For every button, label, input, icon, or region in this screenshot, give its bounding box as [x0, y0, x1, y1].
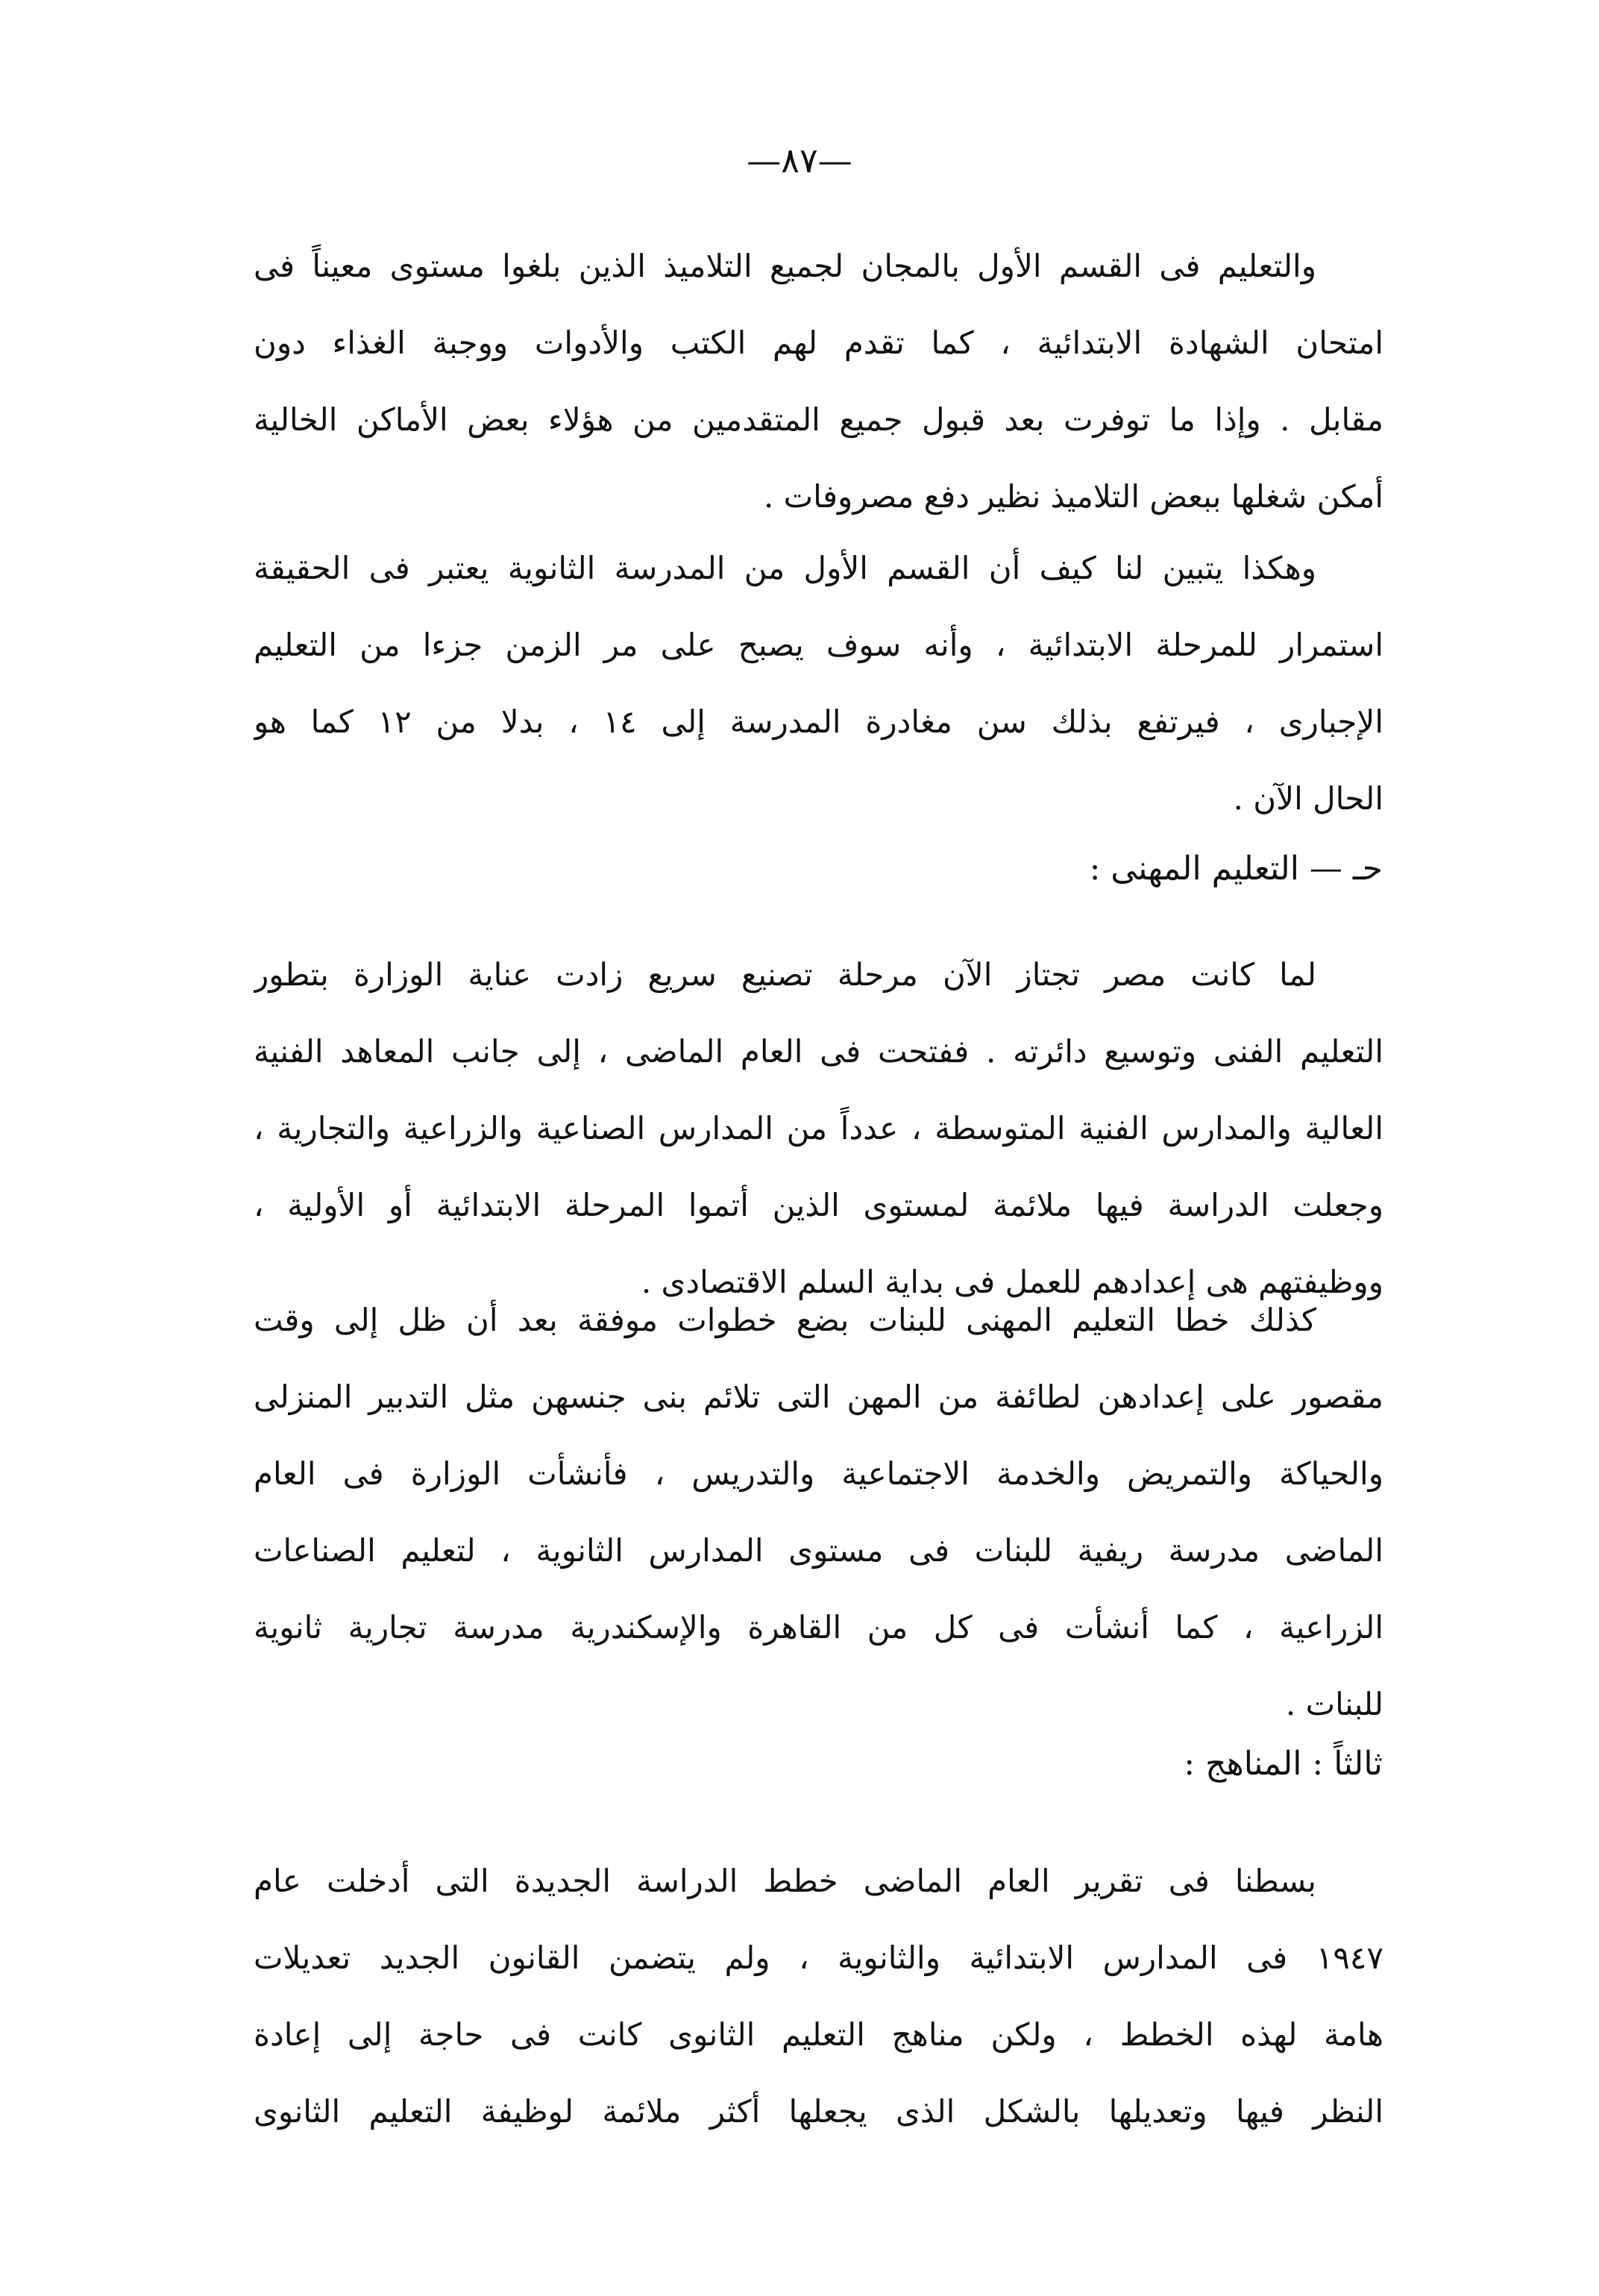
- heading-vocational-education: حـ — التعليم المهنى :: [1089, 850, 1383, 888]
- page-number: —٨٧—: [747, 140, 852, 181]
- text-line: والتعليم فى القسم الأول بالمجان لجميع التلاميذ الذين بلغوا مستوى معيناً فى: [254, 248, 1316, 284]
- text-line: العالية والمدارس الفنية المتوسطة ، عدداً من المدارس الصناعية والزراعية والتجارية ،: [254, 1110, 1383, 1147]
- text-line: مقابل . وإذا ما توفرت بعد قبول جميع المتقدمين من هؤلاء بعض الأماكن الخالية: [254, 401, 1383, 438]
- text-line: النظر فيها وتعديلها بالشكل الذى يجعلها أكثر ملائمة لوظيفة التعليم الثانوى: [254, 2093, 1383, 2130]
- text-line: امتحان الشهادة الابتدائية ، كما تقدم لهم الكتب والأدوات ووجبة الغذاء دون: [254, 324, 1383, 361]
- text-line: لما كانت مصر تجتاز الآن مرحلة تصنيع سريع زادت عناية الوزارة بتطور: [254, 956, 1316, 993]
- text-line: أمكن شغلها ببعض التلاميذ نظير دفع مصروفات .: [763, 478, 1383, 515]
- text-line: التعليم الفنى وتوسيع دائرته . ففتحت فى العام الماضى ، إلى جانب المعاهد الفنية: [254, 1033, 1383, 1070]
- heading-curricula: ثالثاً : المناهج :: [1184, 1745, 1383, 1783]
- text-line: الماضى مدرسة ريفية للبنات فى مستوى المدارس الثانوية ، لتعليم الصناعات: [254, 1532, 1383, 1569]
- text-line: ١٩٤٧ فى المدارس الابتدائية والثانوية ، ولم يتضمن القانون الجديد تعديلات: [254, 1939, 1383, 1976]
- text-line: الزراعية ، كما أنشأت فى كل من القاهرة والإسكندرية مدرسة تجارية ثانوية: [254, 1609, 1383, 1646]
- paragraph-free-education: [254, 228, 1383, 535]
- text-line: للبنات .: [1285, 1686, 1383, 1722]
- text-line: الحال الآن .: [1233, 780, 1383, 817]
- text-line: استمرار للمرحلة الابتدائية ، وأنه سوف يصبح على مر الزمن جزءا من التعليم: [254, 627, 1383, 663]
- text-line: ووظيفتهم هى إعدادهم للعمل فى بداية السلم الاقتصادى .: [641, 1264, 1383, 1300]
- paragraph-girls-vocational: [254, 1282, 1383, 1743]
- text-line: وجعلت الدراسة فيها ملائمة لمستوى الذين أتموا المرحلة الابتدائية أو الأولية ،: [254, 1187, 1383, 1223]
- text-line: مقصور على إعدادهن لطائفة من المهن التى تلائم بنى جنسهن مثل التدبير المنزلى: [254, 1378, 1383, 1415]
- text-line: بسطنا فى تقرير العام الماضى خطط الدراسة الجديدة التى أدخلت عام: [254, 1863, 1316, 1899]
- paragraph-secondary-continuation: [254, 530, 1383, 837]
- text-line: وهكذا يتبين لنا كيف أن القسم الأول من المدرسة الثانوية يعتبر فى الحقيقة: [254, 550, 1316, 586]
- paragraph-technical-education: [254, 936, 1383, 1320]
- text-line: هامة لهذه الخطط ، ولكن مناهج التعليم الثانوى كانت فى حاجة إلى إعادة: [254, 2016, 1383, 2053]
- paragraph-curricula: [254, 1842, 1383, 2150]
- text-line: والحياكة والتمريض والخدمة الاجتماعية والتدريس ، فأنشأت الوزارة فى العام: [254, 1455, 1383, 1492]
- text-line: الإجبارى ، فيرتفع بذلك سن مغادرة المدرسة إلى ١٤ ، بدلا من ١٢ كما هو: [254, 703, 1383, 740]
- text-line: كذلك خطا التعليم المهنى للبنات بضع خطوات موفقة بعد أن ظل إلى وقت: [254, 1302, 1316, 1338]
